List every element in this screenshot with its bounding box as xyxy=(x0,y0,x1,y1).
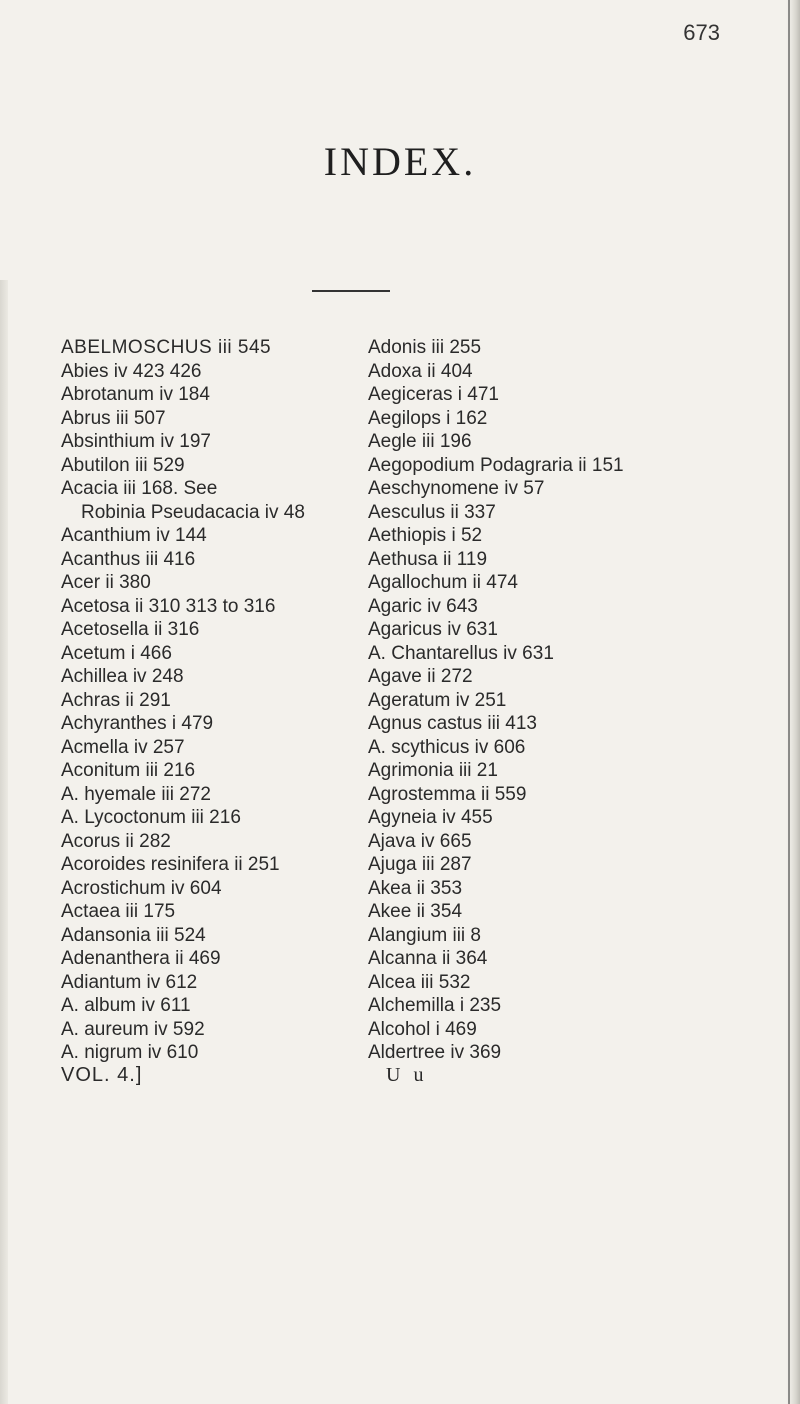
index-entry: Alangium iii 8 xyxy=(368,924,481,946)
index-entry: A. album iv 611 xyxy=(61,995,191,1016)
index-column-left xyxy=(61,336,366,1065)
page-number: 673 xyxy=(683,20,720,45)
index-entry: A. nigrum iv 610 xyxy=(61,1042,199,1063)
index-entry: Aethiopis i 52 xyxy=(368,525,483,546)
index-entry: Aegopodium Podagraria ii 151 xyxy=(368,454,624,476)
index-entry: A. Lycoctonum iii 216 xyxy=(61,807,241,828)
page-gutter-shadow xyxy=(0,280,8,1404)
title-rule xyxy=(312,290,390,292)
index-entry: Aethusa ii 119 xyxy=(368,548,488,570)
index-entry: Ajava iv 665 xyxy=(368,830,472,852)
index-entry: Aconitum iii 216 xyxy=(61,760,196,781)
index-entry: Alcanna ii 364 xyxy=(368,948,488,969)
index-entry: Adansonia iii 524 xyxy=(61,924,206,946)
index-entry: A. aureum iv 592 xyxy=(61,1018,205,1040)
index-entry: Aegiceras i 471 xyxy=(368,384,499,405)
index-entry: Acetum i 466 xyxy=(61,642,172,664)
index-entry: Acer ii 380 xyxy=(61,572,151,593)
index-entry: Achras ii 291 xyxy=(61,689,171,711)
index-entry: Aldertree iv 369 xyxy=(368,1042,502,1063)
index-entry: Aesculus ii 337 xyxy=(368,501,496,523)
volume-label: VOL. 4.] xyxy=(61,1064,143,1086)
index-entry: A. scythicus iv 606 xyxy=(368,736,526,758)
index-entry: Aeschynomene iv 57 xyxy=(368,478,545,499)
index-entry: Alchemilla i 235 xyxy=(368,995,502,1016)
index-entry: Acrostichum iv 604 xyxy=(61,877,222,899)
index-entry: Achillea iv 248 xyxy=(61,666,184,687)
index-entry: Alcohol i 469 xyxy=(368,1018,477,1040)
index-entry: Adoxa ii 404 xyxy=(368,360,473,382)
index-entry: Acorus ii 282 xyxy=(61,830,171,852)
index-entry: Acetosa ii 310 313 to 316 xyxy=(61,595,276,617)
index-entry: Acetosella ii 316 xyxy=(61,619,200,640)
signature-mark: U u xyxy=(386,1064,428,1086)
index-entry: Akee ii 354 xyxy=(368,901,463,922)
index-entry: Abutilon iii 529 xyxy=(61,454,185,476)
index-entry: Adiantum iv 612 xyxy=(61,971,198,993)
index-entry: Acmella iv 257 xyxy=(61,736,185,758)
index-entry: Ageratum iv 251 xyxy=(368,689,507,711)
index-entry: Adonis iii 255 xyxy=(368,337,482,358)
index-entry: Abrotanum iv 184 xyxy=(61,384,210,405)
index-column-right xyxy=(368,336,788,1065)
index-entry: Adenanthera ii 469 xyxy=(61,948,221,969)
index-entry: A. Chantarellus iv 631 xyxy=(368,642,554,664)
index-entry: Acacia iii 168. See xyxy=(61,478,218,499)
index-entry: Agallochum ii 474 xyxy=(368,572,518,593)
index-entry: Acanthus iii 416 xyxy=(61,548,196,570)
page-title: INDEX. xyxy=(323,139,477,184)
index-entry: Acanthium iv 144 xyxy=(61,525,207,546)
page-edge-line xyxy=(788,0,790,1404)
index-entry: Actaea iii 175 xyxy=(61,901,176,922)
index-entry: Aegle iii 196 xyxy=(368,431,472,452)
index-entry: Agave ii 272 xyxy=(368,666,473,687)
index-entry: Alcea iii 532 xyxy=(368,971,471,993)
index-entry: Agrostemma ii 559 xyxy=(368,783,527,805)
index-entry: Achyranthes i 479 xyxy=(61,713,214,734)
index-entry: Agyneia iv 455 xyxy=(368,807,493,828)
index-entry: A. hyemale iii 272 xyxy=(61,783,211,805)
index-entry: Akea ii 353 xyxy=(368,877,463,899)
index-entry: Absinthium iv 197 xyxy=(61,431,211,452)
index-entry: Abrus iii 507 xyxy=(61,407,166,429)
index-entry: Ajuga iii 287 xyxy=(368,854,472,875)
index-entry: ABELMOSCHUS iii 545 xyxy=(61,337,272,358)
index-entry: Acoroides resinifera ii 251 xyxy=(61,854,280,875)
index-entry: Agrimonia iii 21 xyxy=(368,760,498,781)
index-entry: Robinia Pseudacacia iv 48 xyxy=(81,501,305,523)
index-entry: Agnus castus iii 413 xyxy=(368,713,537,734)
index-entry: Agaricus iv 631 xyxy=(368,619,498,640)
index-entry: Aegilops i 162 xyxy=(368,407,488,429)
index-entry: Agaric iv 643 xyxy=(368,595,478,617)
index-entry: Abies iv 423 426 xyxy=(61,360,202,382)
